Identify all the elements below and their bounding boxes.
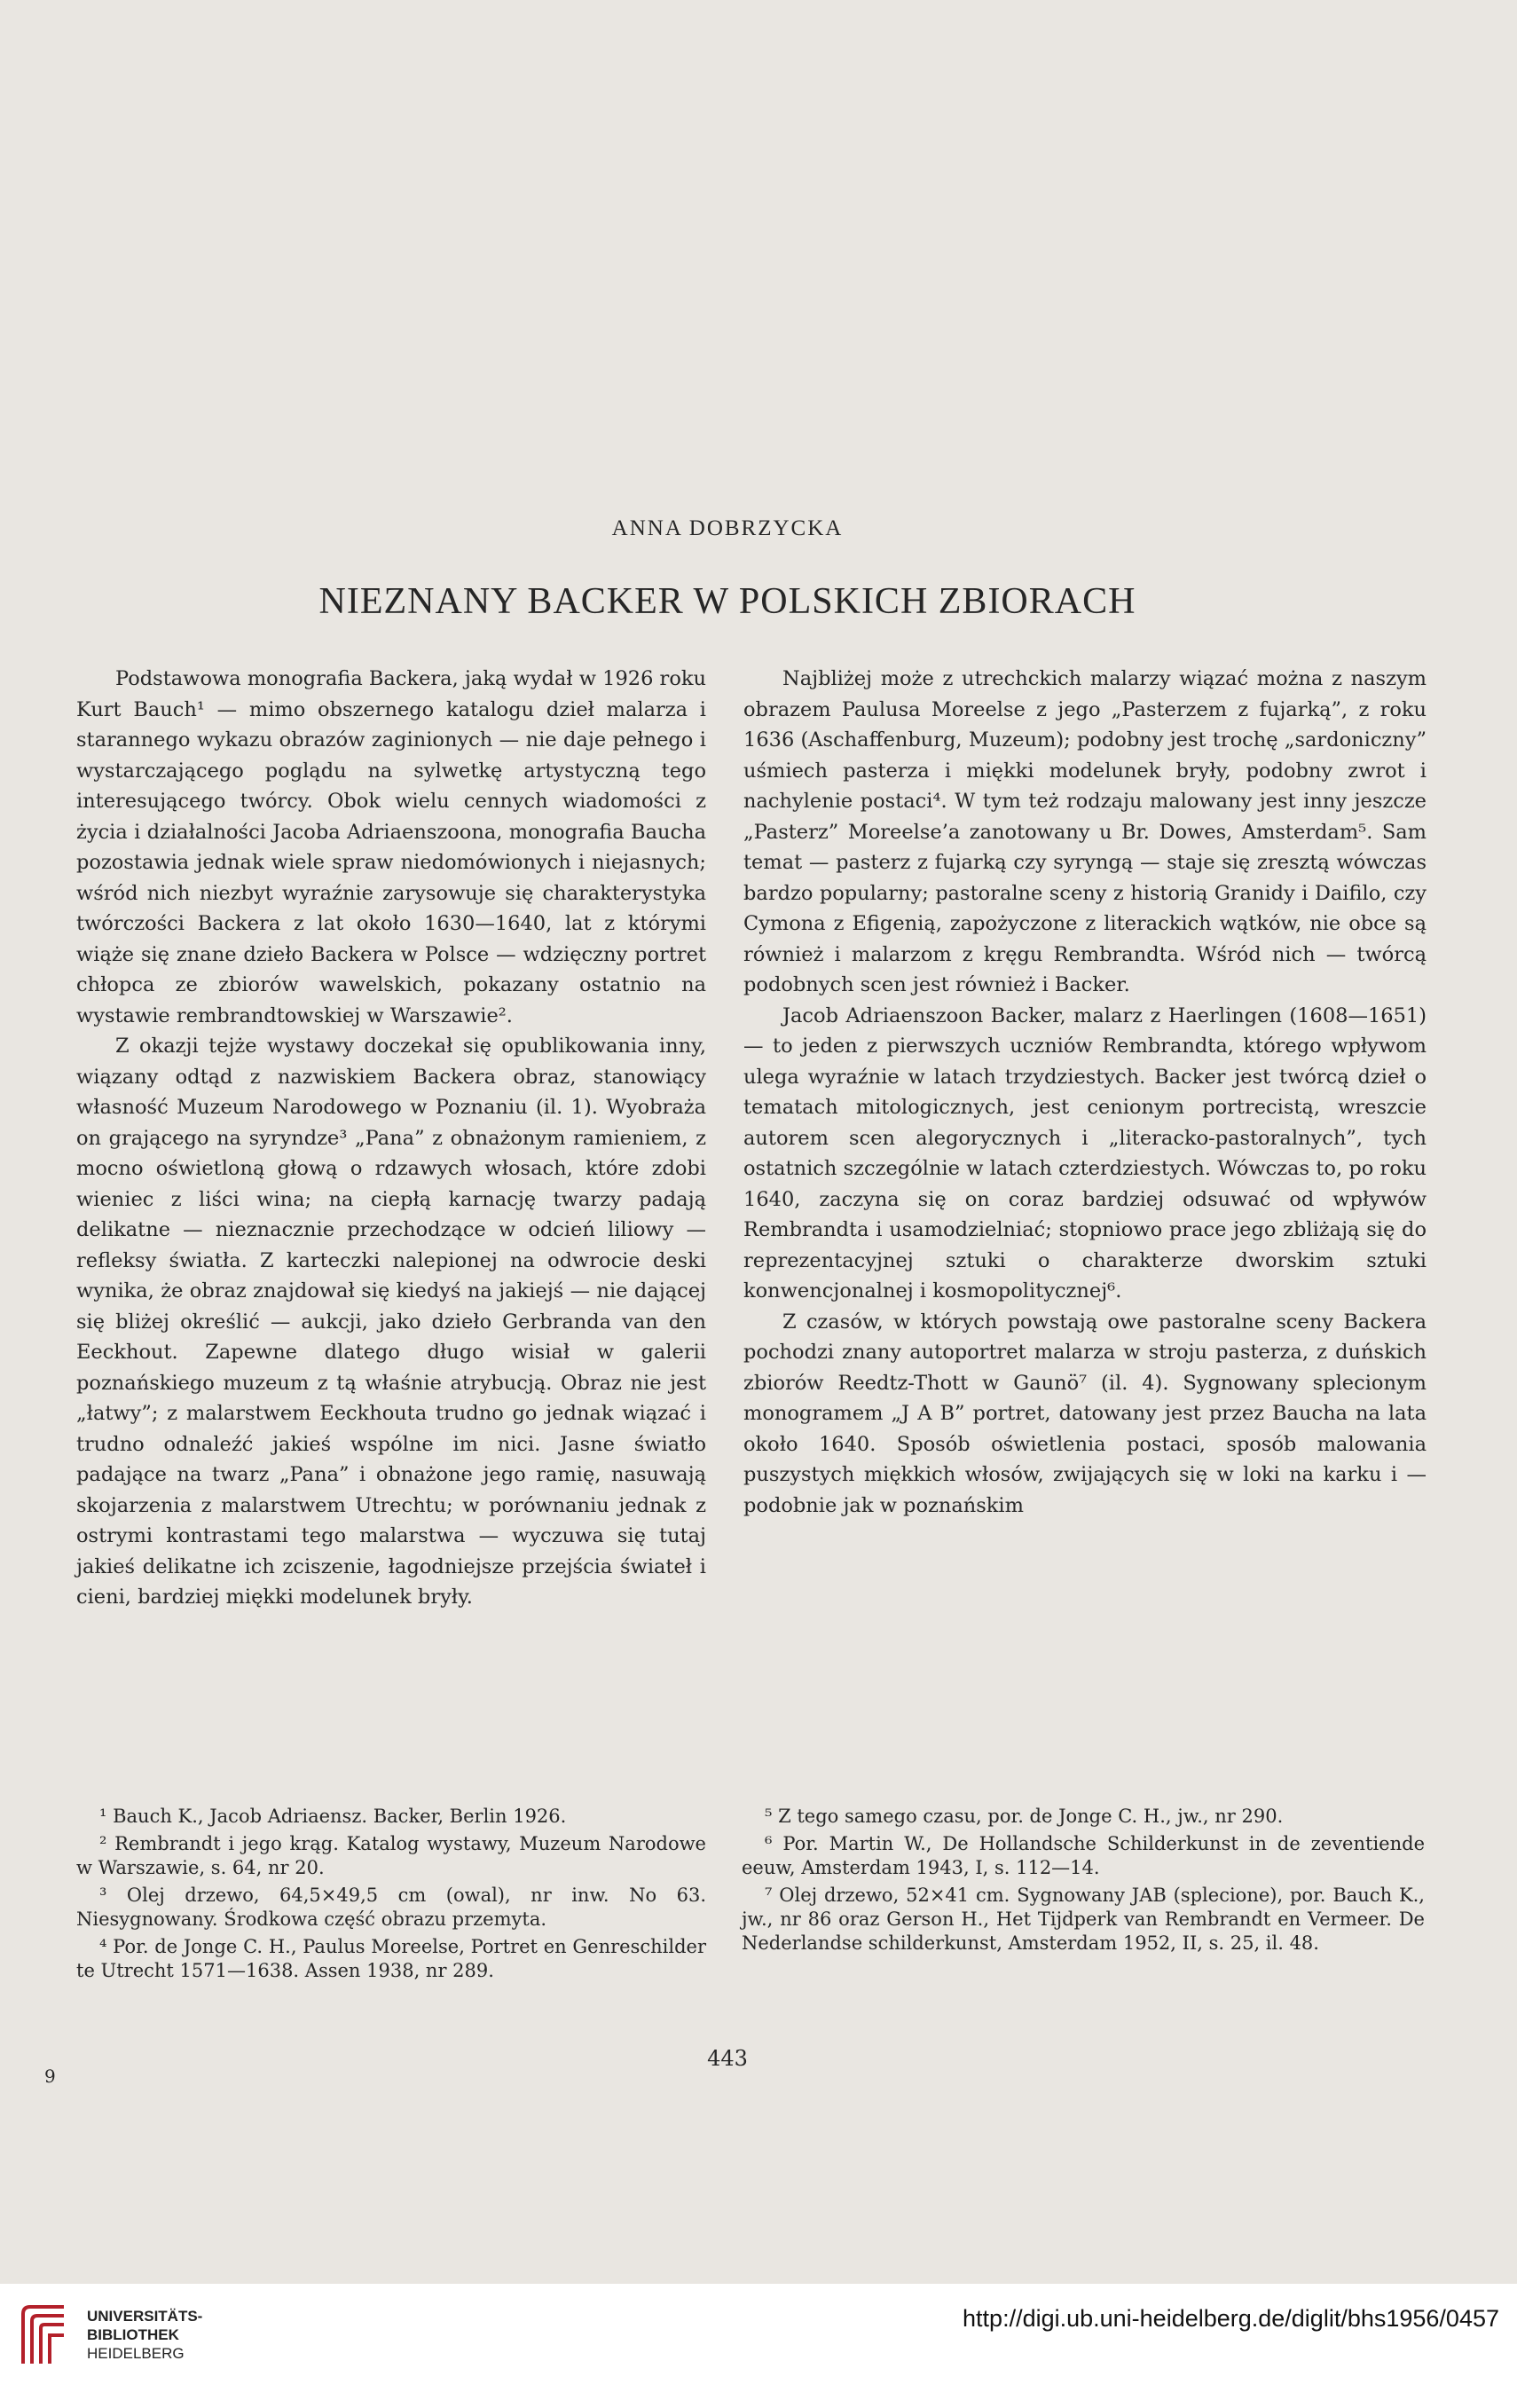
- footnote: ³ Olej drzewo, 64,5×49,5 cm (owal), nr inw. No 63. Niesygnowany. Środkowa część obrazu przemyta.: [76, 1885, 706, 1930]
- article-title: NIEZNANY BACKER W POLSKICH ZBIORACH: [318, 581, 1136, 622]
- footnotes-right: [742, 1805, 1425, 1959]
- footnote: ⁷ Olej drzewo, 52×41 cm. Sygnowany JAB (splecione), por. Bauch K., jw., nr 86 oraz Gerson H., Het Tijdperk van Rembrandt en Vermeer. De Nederlandse schilderkunst, Amsterdam 1952, II, s. 25, il. 48.: [742, 1885, 1425, 1954]
- footnote: ⁴ Por. de Jonge C. H., Paulus Moreelse, Portret en Genreschilder te Utrecht 1571—1638. Assen 1938, nr 289.: [76, 1936, 706, 1981]
- right-column: [743, 664, 1427, 1521]
- library-footer: [0, 2284, 1517, 2408]
- footnote: ² Rembrandt i jego krąg. Katalog wystawy, Muzeum Narodowe w Warszawie, s. 64, nr 20.: [76, 1833, 706, 1878]
- footnote: ⁵ Z tego samego czasu, por. de Jonge C. H., jw., nr 290.: [765, 1806, 1284, 1827]
- paragraph: Najbliżej może z utrechckich malarzy wiązać można z naszym obrazem Paulusa Moreelse z jego „Pasterzem z fujarką”, z roku 1636 (Aschaffenburg, Muzeum); podobny jest trochę „sardoniczny” uśmiech pasterza i miękki modelunek bryły, podobny zwrot i nachylenie postaci⁴. W tym też rodzaju malowany jest inny jeszcze „Pasterz” Moreelse’a zanotowany u Br. Dowes, Amsterdam⁵. Sam temat — pasterz z fujarką czy syryngą — staje się zresztą wówczas bardzo popularny; pastoralne sceny z historią Granidy i Daifilo, czy Cymona z Efigenią, zapożyczone z literackich wątków, nie obce są również i malarzom z kręgu Rembrandta. Wśród nich — twórcą podobnych scen jest również i Backer.: [743, 667, 1427, 996]
- footnote: ⁶ Por. Martin W., De Hollandsche Schilderkunst in de zeventiende eeuw, Amsterdam 1943, I, s. 112—14.: [742, 1833, 1425, 1878]
- paragraph: Z czasów, w których powstają owe pastoralne sceny Backera pochodzi znany autoportret malarza w stroju pasterza, z duńskich zbiorów Reedtz-Thott w Gaunö⁷ (il. 4). Sygnowany splecionym monogramem „J A B” portret, datowany jest przez Baucha na lata około 1640. Sposób oświetlenia postaci, sposób malowania puszystych miękkich włosów, zwijających się w loki na karku i — podobnie jak w poznańskim: [743, 1310, 1427, 1517]
- footnote: ¹ Bauch K., Jacob Adriaensz. Backer, Berlin 1926.: [99, 1806, 567, 1827]
- paragraph: Podstawowa monografia Backera, jaką wydał w 1926 roku Kurt Bauch¹ — mimo obszernego katalogu dzieł malarza i starannego wykazu obrazów zaginionych — nie daje pełnego i wystarczającego poglądu na sylwetkę artystyczną tego interesującego twórcy. Obok wielu cennych wiadomości z życia i działalności Jacoba Adriaenszoona, monografia Baucha pozostawia jednak wiele spraw niedomówionych i niejasnych; wśród nich niezbyt wyraźnie zarysowuje się charakterystyka twórczości Backera z lat około 1630—1640, lat z którymi wiąże się znane dzieło Backera w Polsce — wdzięczny portret chłopca ze zbiorów wawelskich, pokazany ostatnio na wystawie rembrandtowskiej w Warszawie².: [76, 667, 706, 1027]
- source-url: http://digi.ub.uni-heidelberg.de/diglit/bhs1956/0457: [963, 2305, 1499, 2332]
- library-name: UNIVERSITÄTS- BIBLIOTHEK HEIDELBERG: [87, 2308, 203, 2362]
- footnotes-left: [76, 1805, 706, 1987]
- article-author: ANNA DOBRZYCKA: [611, 516, 844, 540]
- paragraph: Jacob Adriaenszoon Backer, malarz z Haerlingen (1608—1651) — to jeden z pierwszych uczniów Rembrandta, którego wpływom ulega wyraźnie w latach trzydziestych. Backer jest twórcą dzieł o tematach mitologicznych, jest cenionym portrecistą, wreszcie autorem scen alegorycznych i „literacko-pastoralnych”, tych ostatnich szczególnie w latach czterdziestych. Wówczas to, po roku 1640, zaczyna się on coraz bardziej odsuwać od wpływów Rembrandta i usamodzielniać; stopniowo prace jego zbliżają się do reprezentacyjnej sztuki o charakterze dworskim sztuki konwencjonalnej i kosmopolitycznej⁶.: [743, 1003, 1427, 1302]
- left-column: [76, 664, 706, 1613]
- paragraph: Z okazji tejże wystawy doczekał się opublikowania inny, wiązany odtąd z nazwiskiem Backera obraz, stanowiący własność Muzeum Narodowego w Poznaniu (il. 1). Wyobraża on grającego na syryndze³ „Pana” z obnażonym ramieniem, z mocno oświetloną głową o rdzawych włosach, które zdobi wieniec z liści wina; na ciepłą karnację twarzy padają delikatne — nieznacznie przechodzące w odcień liliowy — refleksy światła. Z karteczki nalepionej na odwrocie deski wynika, że obraz znajdował się kiedyś na jakiejś — nie dającej się bliżej określić — aukcji, jako dzieło Gerbranda van den Eeckhout. Zapewne dlatego długo wisiał w galerii poznańskiego muzeum z tą właśnie atrybucją. Obraz nie jest „łatwy”; z malarstwem Eeckhouta trudno go jednak wiązać i trudno odnaleźć jakieś wspólne im nici. Jasne światło padające na twarz „Pana” i obnażone jego ramię, nasuwają skojarzenia z malarstwem Utrechtu; w porównaniu jednak z ostrymi kontrastami tego malarstwa — wyczuwa się tutaj jakieś delikatne ich zciszenie, łagodniejsze przejścia świateł i cieni, bardziej miękki modelunek bryły.: [76, 1035, 706, 1609]
- page-number: 443: [707, 2046, 748, 2071]
- library-logo-icon: [16, 2302, 71, 2369]
- signature-mark: 9: [44, 2066, 56, 2087]
